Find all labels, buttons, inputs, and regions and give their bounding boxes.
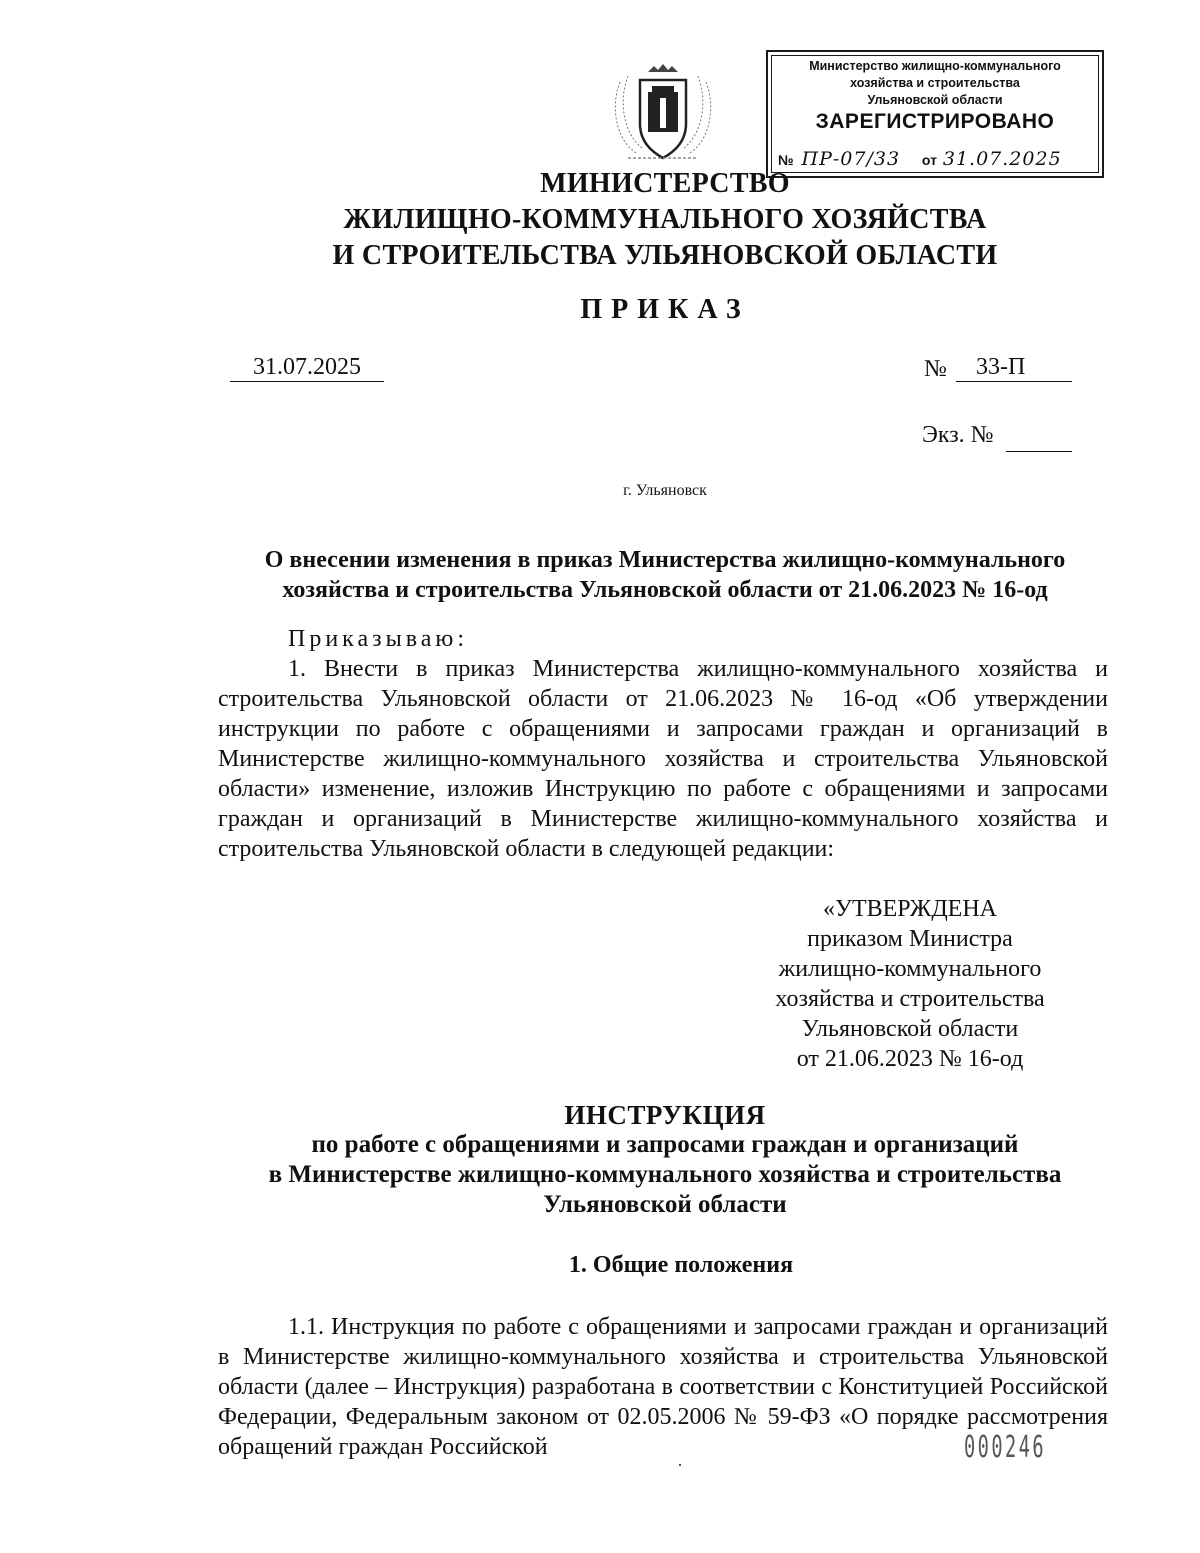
approval-block: «УТВЕРЖДЕНА приказом Министра жилищно-коммунального хозяйства и строительства Ульяновской области от 21.06.2023 № 16-од: [775, 896, 1045, 1072]
order-date: 31.07.2025: [230, 354, 384, 382]
scan-dot: [679, 1464, 681, 1466]
section-heading: 1. Общие положения: [568, 1252, 794, 1278]
stamp-registered-label: ЗАРЕГИСТРИРОВАНО: [815, 110, 1055, 133]
ministry-heading: МИНИСТЕРСТВО ЖИЛИЩНО-КОММУНАЛЬНОГО ХОЗЯЙСТВА И СТРОИТЕЛЬСТВА УЛЬЯНОВСКОЙ ОБЛАСТИ: [332, 168, 998, 271]
paragraph-1: 1. Внести в приказ Министерства жилищно-коммунального хозяйства и строительства Ульяновской области от 21.06.2023 № 16-од «Об утверждении инструкции по работе с обращениями и запросами граждан и организаций в Министерстве жилищно-коммунального хозяйства и строительства Ульяновской области» изменение, изложив Инструкцию по работе с обращениями и запросами граждан и организаций в Министерстве жилищно-коммунального хозяйства и строительства Ульяновской области в следующей редакции:: [218, 656, 1108, 862]
order-subject: О внесении изменения в приказ Министерства жилищно-коммунального хозяйства и строительства Ульяновской области от 21.06.2023 № 16-од: [264, 547, 1066, 603]
document-type: ПРИКАЗ: [580, 294, 750, 325]
stamp-number-value: ПР-07/33: [801, 148, 901, 170]
copy-number-line: [1006, 451, 1072, 452]
copy-number-label: Экз. №: [922, 422, 994, 448]
coat-of-arms-emblem: [608, 62, 718, 172]
stamp-organization: Министерство жилищно-коммунального хозяйства и строительства Ульяновской области: [809, 59, 1061, 107]
registration-stamp: [766, 50, 1104, 178]
instruction-title: ИНСТРУКЦИЯ по работе с обращениями и запросами граждан и организаций в Министерстве жилищно-коммунального хозяйства и строительства Ульяновской области: [268, 1100, 1062, 1218]
order-number-label: №: [924, 356, 947, 382]
sheet-number: 000246: [964, 1430, 1047, 1465]
order-word: Приказываю:: [288, 626, 468, 652]
stamp-date-value: 31.07.2025: [942, 148, 1062, 170]
stamp-date-label: от: [921, 152, 937, 168]
city: г. Ульяновск: [623, 482, 707, 499]
stamp-number-label: №: [778, 152, 794, 168]
paragraph-1-1: 1.1. Инструкция по работе с обращениями и запросами граждан и организаций в Министерстве жилищно-коммунального хозяйства и строительства Ульяновской области (далее – Инструкция) разработана в соответствии с Конституцией Российской Федерации, Федеральным законом от 02.05.2006 № 59-ФЗ «О порядке рассмотрения обращений граждан Российской: [218, 1314, 1108, 1460]
order-number: 33-П: [956, 354, 1072, 382]
